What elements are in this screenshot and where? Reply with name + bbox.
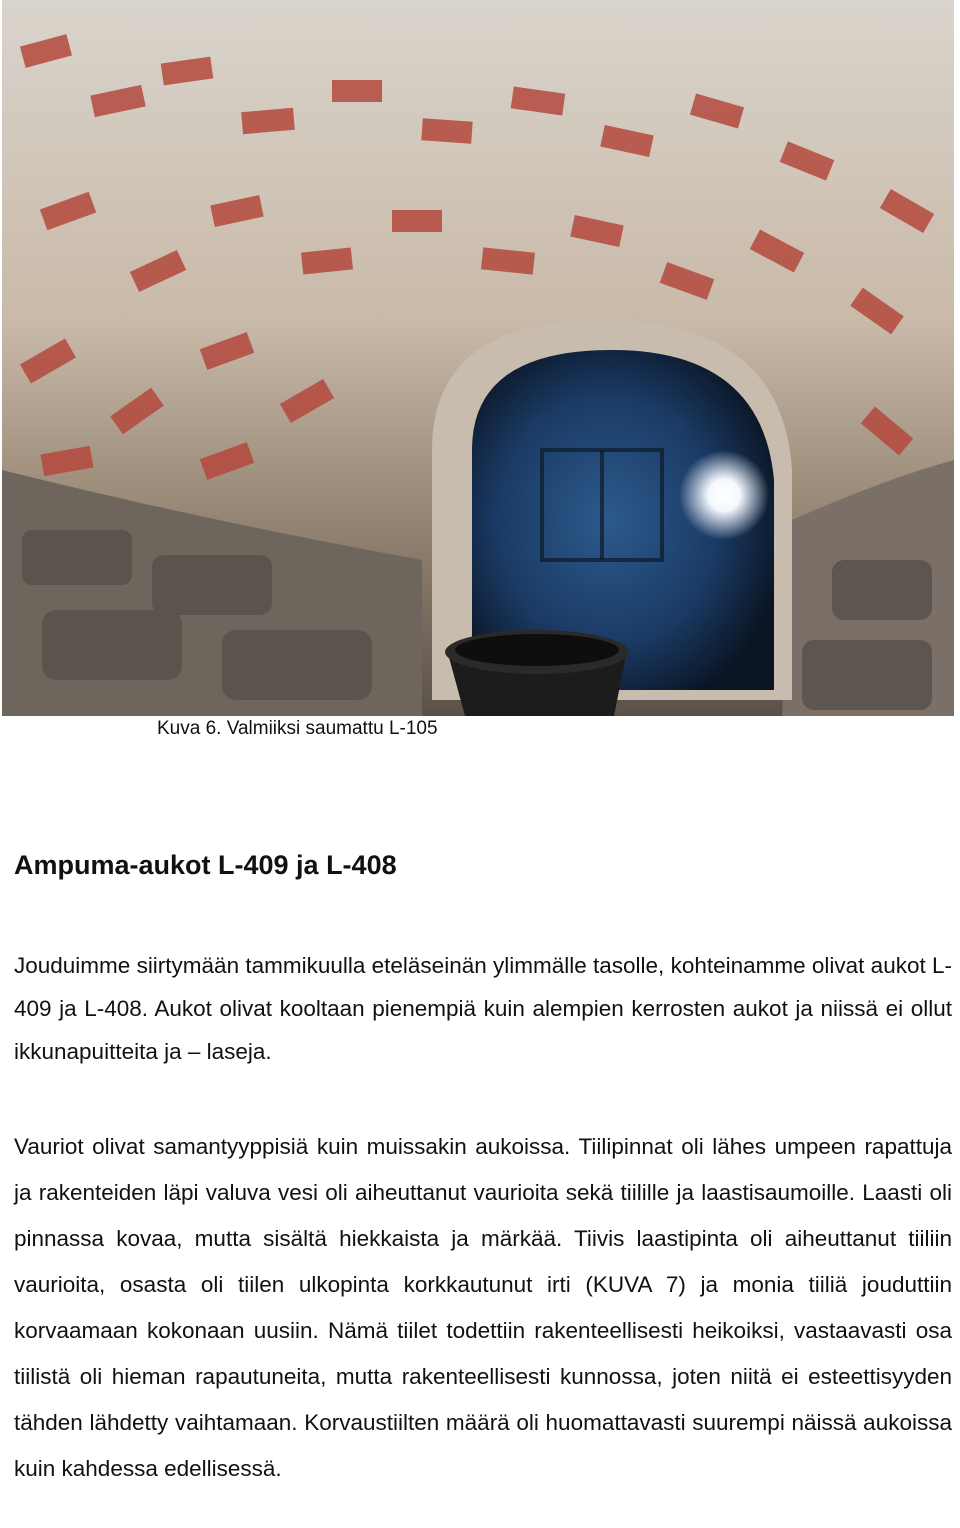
figure-caption: Kuva 6. Valmiiksi saumattu L-105: [157, 718, 438, 739]
paragraph-intro: Jouduimme siirtymään tammikuulla eteläseinän ylimmälle tasolle, kohteinamme olivat aukot L-409 ja L-408. Aukot olivat kooltaan pienempiä kuin alempien kerrosten aukot ja niissä ei ollut ikkunapuitteita ja – laseja.: [14, 953, 952, 1064]
figure-photo-brick-vault: [2, 0, 954, 716]
section-heading: Ampuma-aukot L-409 ja L-408: [14, 850, 397, 880]
paragraph-damage: Vauriot olivat samantyyppisiä kuin muissakin aukoissa. Tiilipinnat oli lähes umpeen rapattuja ja rakenteiden läpi valuva vesi oli aiheuttanut vaurioita sekä tiilille ja laastisaumoille. Laasti oli pinnassa kovaa, mutta sisältä hiekkaista ja märkää. Tiivis laastipinta oli aiheuttanut tiiliin vaurioita, osasta oli tiilen ulkopinta korkkautunut irti (KUVA 7) ja monia tiiliä jouduttiin korvaamaan kokonaan uusiin. Nämä tiilet todettiin rakenteellisesti heikoiksi, vastaavasti osa tiilistä oli hieman rapautuneita, mutta rakenteellisesti kunnossa, joten niitä ei esteettisyyden tähden lähdetty vaihtamaan. Korvaustiilten määrä oli huomattavasti suurempi näissä aukoissa kuin kahdessa edellisessä.: [14, 1134, 952, 1481]
